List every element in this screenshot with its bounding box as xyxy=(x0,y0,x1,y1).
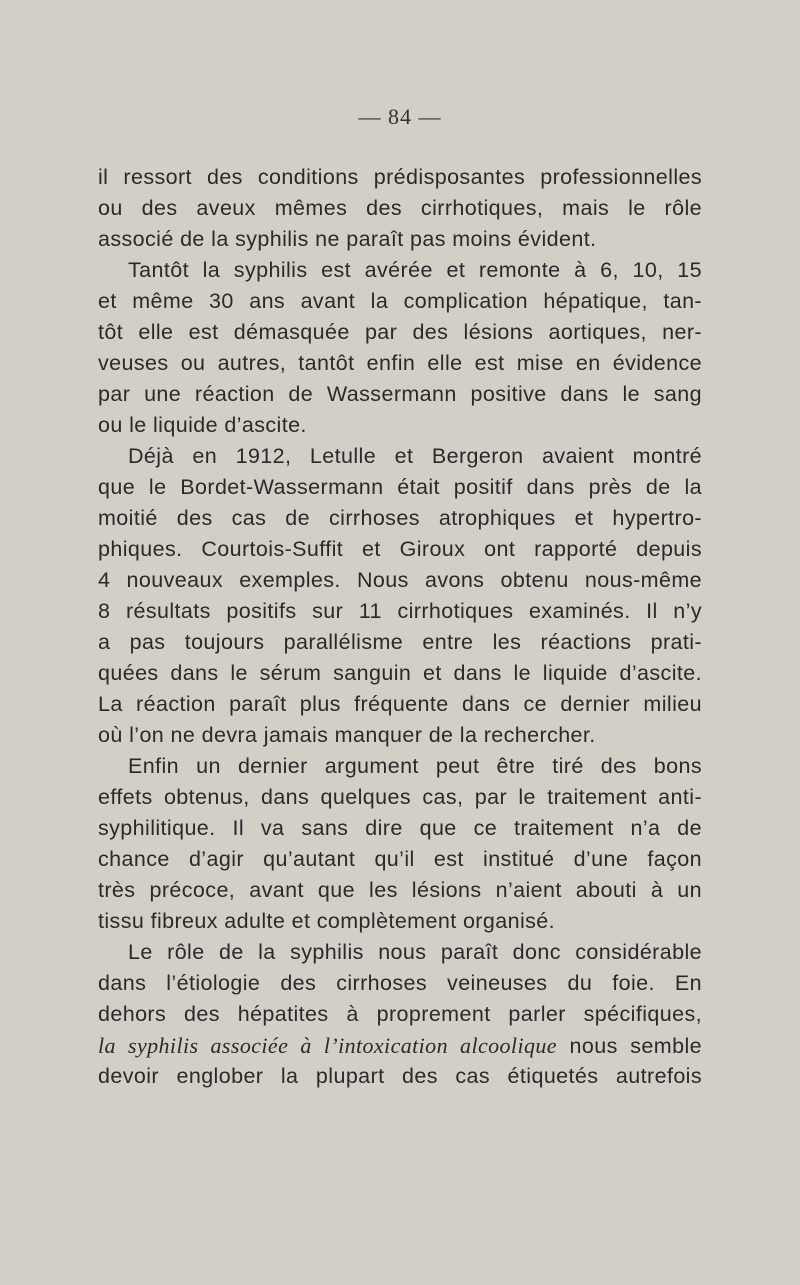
text-line: devoir englober la plupart des cas étiquetés autrefois xyxy=(98,1064,702,1088)
text-line: moitié des cas de cirrhoses atrophiques et hypertro- xyxy=(98,506,702,530)
text-line: tissu fibreux adulte et complètement organisé. xyxy=(98,909,555,933)
text-line: il ressort des conditions prédisposantes professionnelles xyxy=(98,165,702,189)
text-line: 4 nouveaux exemples. Nous avons obtenu nous-même xyxy=(98,568,702,592)
text-line: par une réaction de Wassermann positive dans le sang xyxy=(98,382,702,406)
text-line: ou le liquide d’ascite. xyxy=(98,413,307,437)
text-line: et même 30 ans avant la complication hépatique, tan- xyxy=(98,289,702,313)
text-line: 8 résultats positifs sur 11 cirrhotiques examinés. Il n’y xyxy=(98,599,702,623)
text-line: Déjà en 1912, Letulle et Bergeron avaient montré xyxy=(128,444,702,468)
text-line: associé de la syphilis ne paraît pas moins évident. xyxy=(98,227,597,251)
text-line: très précoce, avant que les lésions n’aient abouti à un xyxy=(98,878,702,902)
page-number: — 84 — xyxy=(358,104,442,129)
text-line: quées dans le sérum sanguin et dans le liquide d’ascite. xyxy=(98,661,702,685)
text-line: veuses ou autres, tantôt enfin elle est mise en évidence xyxy=(98,351,702,375)
text-line: que le Bordet-Wassermann était positif dans près de la xyxy=(98,475,702,499)
body-text xyxy=(98,162,702,1092)
text-line: Le rôle de la syphilis nous paraît donc considérable xyxy=(128,940,702,964)
text-line: Enfin un dernier argument peut être tiré des bons xyxy=(128,754,702,778)
text-line: dans l’étiologie des cirrhoses veineuses du foie. En xyxy=(98,971,702,995)
text-line: tôt elle est démasquée par des lésions aortiques, ner- xyxy=(98,320,702,344)
text-line: phiques. Courtois-Suffit et Giroux ont rapporté depuis xyxy=(98,537,702,561)
text-line: chance d’agir qu’autant qu’il est institué d’une façon xyxy=(98,847,702,871)
text-line: La réaction paraît plus fréquente dans ce dernier milieu xyxy=(98,692,702,716)
text-line xyxy=(98,1030,702,1061)
text-line: effets obtenus, dans quelques cas, par le traitement anti- xyxy=(98,785,702,809)
text-line: syphilitique. Il va sans dire que ce traitement n’a de xyxy=(98,816,702,840)
text-line: ou des aveux mêmes des cirrhotiques, mais le rôle xyxy=(98,196,702,220)
text-line-rest: nous semble xyxy=(569,1034,702,1058)
text-line: a pas toujours parallélisme entre les réactions prati- xyxy=(98,630,702,654)
italic-phrase: la syphilis associée à l’intoxication alcoolique xyxy=(98,1033,557,1058)
text-line: dehors des hépatites à proprement parler spécifiques, xyxy=(98,1002,702,1026)
text-line: où l’on ne devra jamais manquer de la rechercher. xyxy=(98,723,596,747)
text-line: Tantôt la syphilis est avérée et remonte à 6, 10, 15 xyxy=(128,258,702,282)
